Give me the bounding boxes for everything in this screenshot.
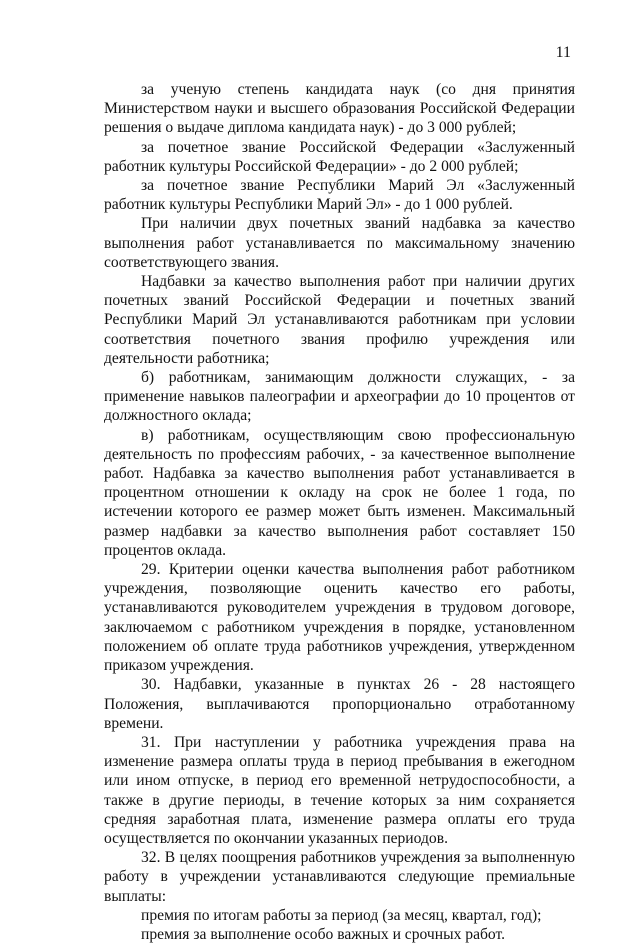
paragraph-other-titles: Надбавки за качество выполнения работ при наличии других почетных званий Российской Федерации и почетных званий Республики Марий Эл устанавливаются работникам при условии соответствия почетного звания профилю учреждения или деятельности работника; xyxy=(104,273,575,367)
list-item-urgent-work-bonus: премия за выполнение особо важных и срочных работ. xyxy=(141,925,506,943)
paragraph-30: 30. Надбавки, указанные в пунктах 26 - 28 настоящего Положения, выплачиваются пропорционально отработанному времени. xyxy=(104,676,575,732)
list-item-period-bonus: премия по итогам работы за период (за месяц, квартал, год); xyxy=(141,906,542,924)
page-number: 11 xyxy=(555,44,571,61)
paragraph-29: 29. Критерии оценки качества выполнения работ работником учреждения, позволяющие оценить качество его работы, устанавливаются руководителем учреждения в трудовом договоре, заключаемом с работником учреждения в порядке, установленном положением об оплате труда работников учреждения, утвержденном приказом учреждения. xyxy=(104,561,575,675)
paragraph-candidate-degree: за ученую степень кандидата наук (со дня принятия Министерством науки и высшего образования Российской Федерации решения о выдаче диплома кандидата наук) - до 3 000 рублей; xyxy=(104,81,575,137)
paragraph-31: 31. При наступлении у работника учреждения права на изменение размера оплаты труда в период пребывания в ежегодном или ином отпуске, в период его временной нетрудоспособности, а также в другие периоды, в течение которых за ним сохраняется средняя заработная плата, изменение размера оплаты его труда осуществляется по окончании указанных периодов. xyxy=(104,733,575,847)
document-body xyxy=(104,80,575,944)
paragraph-honored-worker-mari-el: за почетное звание Республики Марий Эл «Заслуженный работник культуры Республики Марий Эл» - до 1 000 рублей. xyxy=(104,177,575,214)
paragraph-item-b: б) работникам, занимающим должности служащих, - за применение навыков палеографии и археографии до 10 процентов от должностного оклада; xyxy=(104,369,575,425)
paragraph-32: 32. В целях поощрения работников учреждения за выполненную работу в учреждении устанавливаются следующие премиальные выплаты: xyxy=(104,849,575,905)
paragraph-item-v: в) работникам, осуществляющим свою профессиональную деятельность по профессиям рабочих, - за качественное выполнение работ. Надбавка за качество выполнения работ устанавливается в процентном отношении к окладу на срок не более 1 года, по истечении которого ее размер может быть изменен. Максимальный размер надбавки за качество выполнения работ составляет 150 процентов оклада. xyxy=(104,426,575,559)
paragraph-two-titles: При наличии двух почетных званий надбавка за качество выполнения работ устанавливается по максимальному значению соответствующего звания. xyxy=(104,215,575,271)
paragraph-honored-worker-rf: за почетное звание Российской Федерации «Заслуженный работник культуры Российской Федерации» - до 2 000 рублей; xyxy=(104,138,575,175)
